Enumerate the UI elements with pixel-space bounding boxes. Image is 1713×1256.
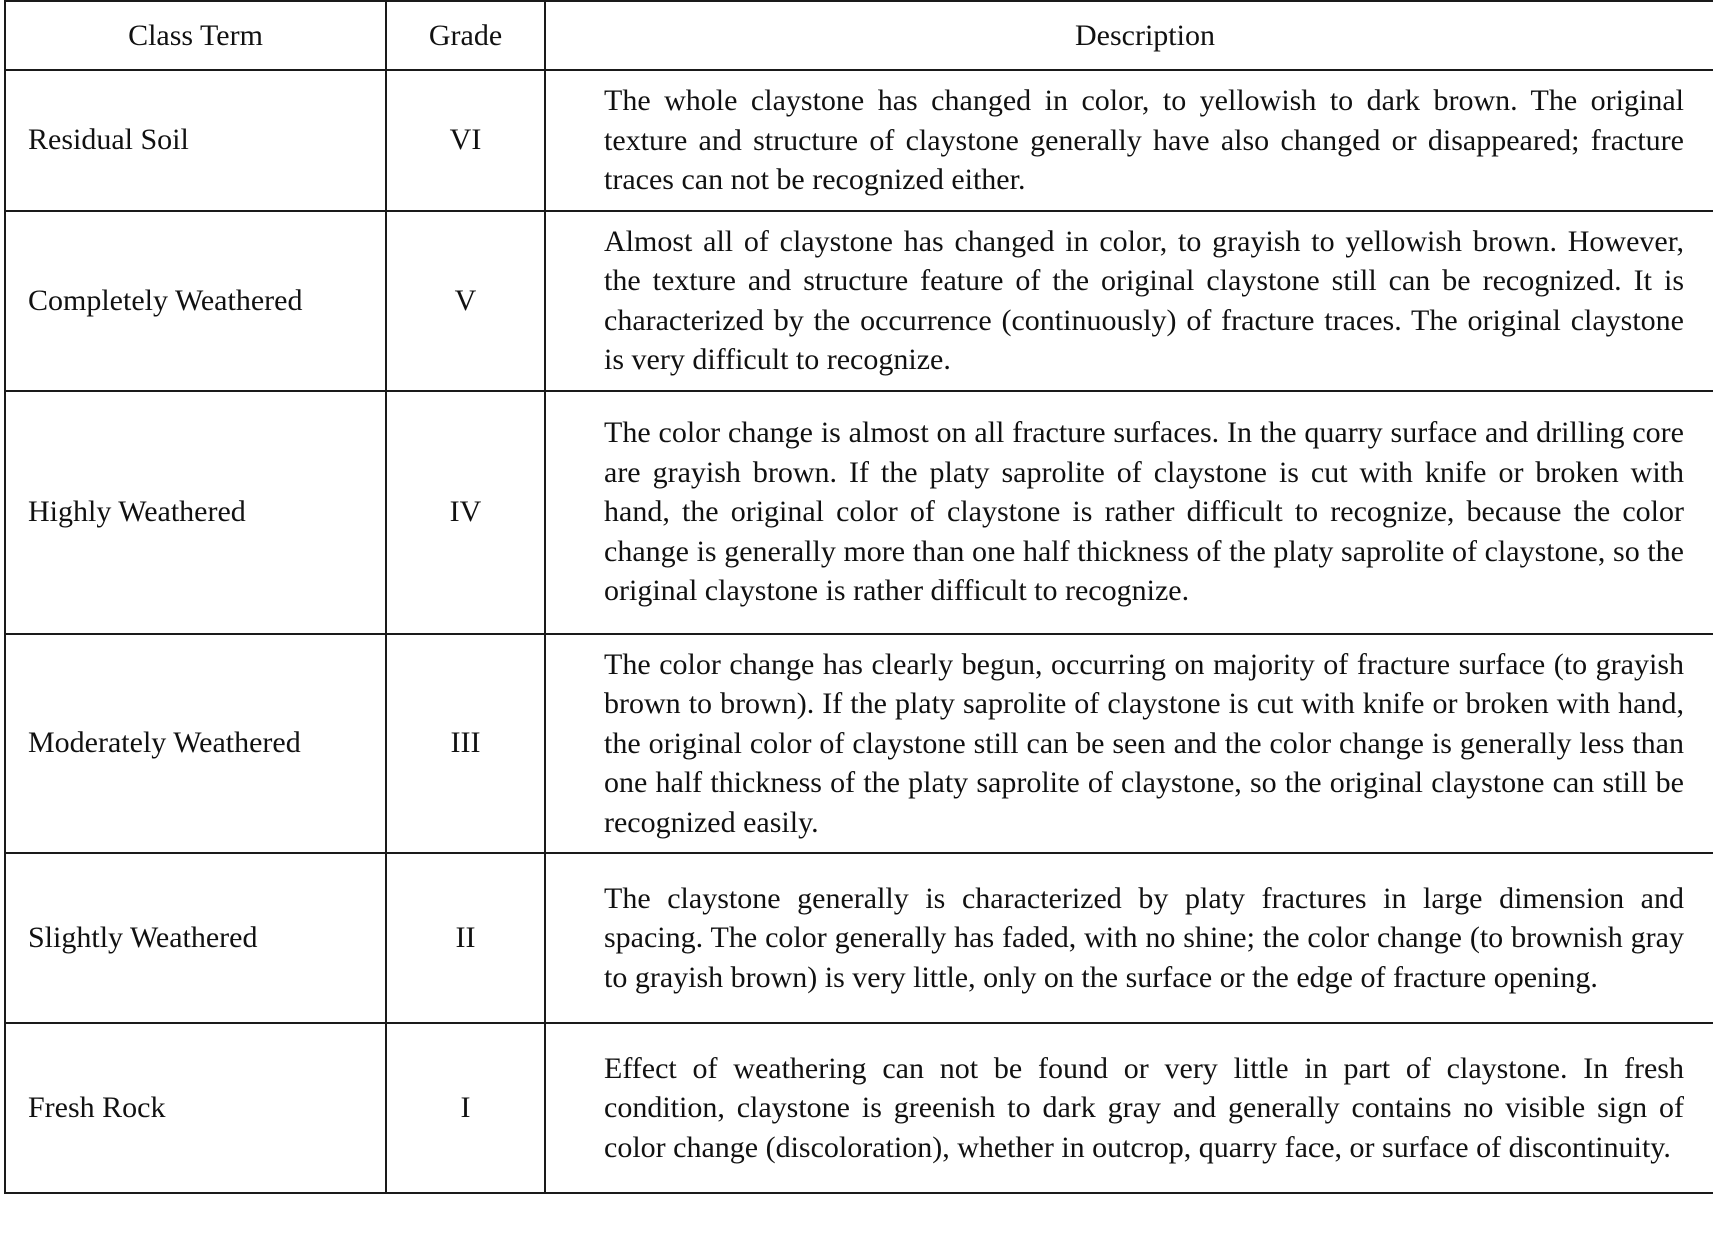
header-class-term: Class Term [5, 1, 386, 70]
class-term-cell: Highly Weathered [5, 391, 386, 634]
table-row [5, 211, 1713, 391]
table-row [5, 853, 1713, 1023]
header-row [5, 1, 1713, 70]
description-cell [545, 391, 1713, 634]
description-cell [545, 1023, 1713, 1193]
description-cell [545, 634, 1713, 854]
class-term-cell: Moderately Weathered [5, 634, 386, 854]
description-text: Almost all of claystone has changed in color, to grayish to yellowish brown. However, the texture and structure feature of the original claystone still can be recognized. It is characterized by the occurrence (continuously) of fracture traces. The original claystone is very difficult to recognize. [604, 224, 1684, 376]
grade-cell: III [386, 634, 545, 854]
header-description: Description [545, 1, 1713, 70]
class-term-cell: Fresh Rock [5, 1023, 386, 1193]
description-cell [545, 853, 1713, 1023]
class-term-cell: Completely Weathered [5, 211, 386, 391]
weathering-classification-table [4, 0, 1713, 1194]
table-row [5, 70, 1713, 211]
description-cell [545, 70, 1713, 211]
description-text: The color change is almost on all fracture surfaces. In the quarry surface and drilling core are grayish brown. If the platy saprolite of claystone is cut with knife or broken with hand, the original color of claystone is rather difficult to recognize, because the color change is generally more than one half thickness of the platy saprolite of claystone, so the original claystone is rather difficult to recognize. [604, 416, 1684, 608]
header-grade: Grade [386, 1, 545, 70]
class-term-cell: Slightly Weathered [5, 853, 386, 1023]
description-cell [545, 211, 1713, 391]
table-row [5, 1023, 1713, 1193]
grade-cell: V [386, 211, 545, 391]
description-text: The claystone generally is characterized by platy fractures in large dimension and spacing. The color generally has faded, with no shine; the color change (to brownish gray to grayish brown) is very little, only on the surface or the edge of fracture opening. [604, 881, 1684, 994]
description-text: The color change has clearly begun, occurring on majority of fracture surface (to grayish brown to brown). If the platy saprolite of claystone is cut with knife or broken with hand, the original color of claystone still can be seen and the color change is generally less than one half thickness of the platy saprolite of claystone, so the original claystone can still be recognized easily. [604, 647, 1684, 839]
class-term-cell: Residual Soil [5, 70, 386, 211]
grade-cell: I [386, 1023, 545, 1193]
description-text: Effect of weathering can not be found or very little in part of claystone. In fresh condition, claystone is greenish to dark gray and generally contains no visible sign of color change (discoloration), whether in outcrop, quarry face, or surface of discontinuity. [604, 1051, 1684, 1164]
table-row [5, 634, 1713, 854]
grade-cell: IV [386, 391, 545, 634]
grade-cell: VI [386, 70, 545, 211]
grade-cell: II [386, 853, 545, 1023]
description-text: The whole claystone has changed in color, to yellowish to dark brown. The original texture and structure of claystone generally have also changed or disappeared; fracture traces can not be recognized either. [604, 84, 1684, 196]
table-row [5, 391, 1713, 634]
